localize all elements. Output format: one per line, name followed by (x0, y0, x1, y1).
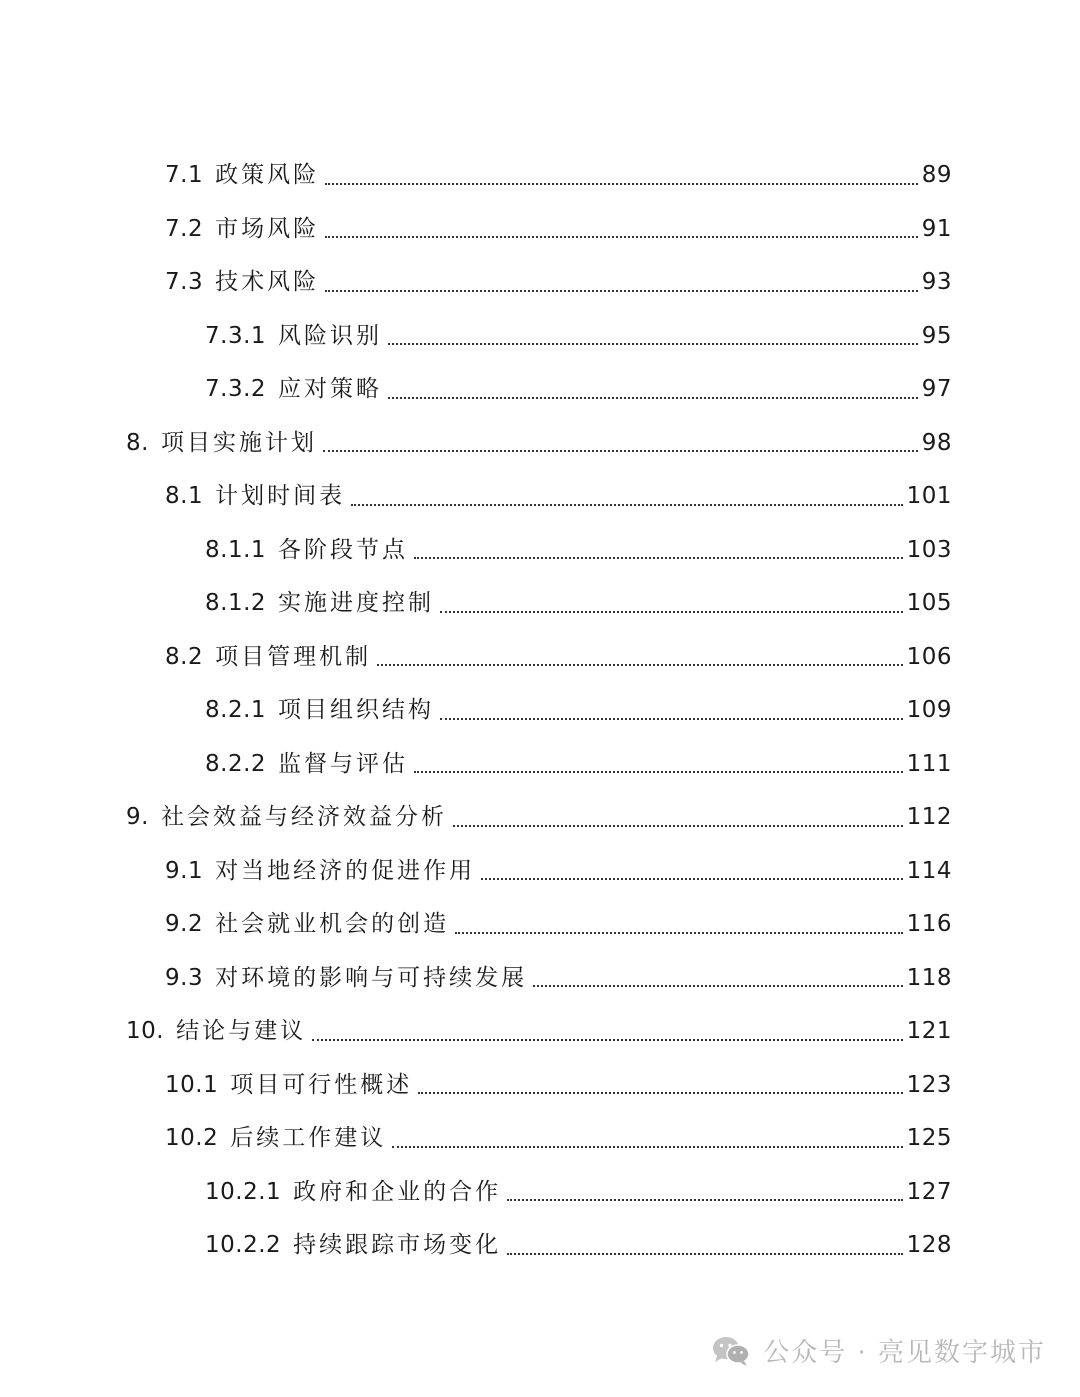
toc-entry-page: 93 (921, 269, 952, 296)
toc-entry[interactable] (0, 203, 1080, 257)
toc-entry-page: 103 (906, 536, 952, 563)
toc-entry[interactable] (0, 417, 1080, 471)
wechat-watermark (711, 1332, 1046, 1369)
toc-dot-leader (440, 718, 903, 720)
toc-entry-title: 市场风险 (215, 215, 320, 242)
toc-entry[interactable] (0, 363, 1080, 417)
toc-dot-leader (414, 557, 903, 559)
toc-entry-title: 政府和企业的合作 (293, 1178, 502, 1205)
toc-entry-title: 后续工作建议 (230, 1125, 387, 1152)
toc-entry-number: 9. (126, 804, 149, 831)
toc-entry-title: 应对策略 (278, 376, 383, 403)
toc-entry-title: 项目实施计划 (160, 429, 317, 456)
toc-entry-title: 社会就业机会的创造 (215, 911, 450, 938)
toc-entry-page: 116 (906, 911, 952, 938)
toc-entry-number: 8.2 (165, 643, 204, 670)
toc-entry-number: 7.3 (165, 269, 204, 296)
toc-entry-page: 128 (906, 1232, 952, 1259)
toc-entry-page: 123 (906, 1071, 952, 1098)
toc-entry[interactable] (0, 845, 1080, 899)
toc-entry[interactable] (0, 684, 1080, 738)
toc-entry-number: 7.3.2 (205, 376, 267, 403)
toc-dot-leader (325, 290, 918, 292)
toc-entry[interactable] (0, 1112, 1080, 1166)
toc-entry-title: 风险识别 (278, 322, 383, 349)
toc-entry-page: 97 (921, 376, 952, 403)
toc-entry-title: 持续跟踪市场变化 (293, 1232, 502, 1259)
toc-entry-number: 8.2.2 (205, 750, 267, 777)
toc-dot-leader (507, 1199, 902, 1201)
toc-entry-number: 10. (126, 1018, 165, 1045)
toc-entry-number: 7.3.1 (205, 322, 267, 349)
toc-dot-leader (453, 825, 903, 827)
toc-entry-page: 109 (906, 697, 952, 724)
toc-dot-leader (392, 1146, 902, 1148)
toc-entry-title: 项目可行性概述 (230, 1071, 413, 1098)
toc-dot-leader (377, 664, 903, 666)
toc-dot-leader (388, 397, 918, 399)
toc-dot-leader (533, 985, 903, 987)
toc-entry-title: 政策风险 (215, 162, 320, 189)
toc-entry-number: 10.2.1 (205, 1178, 282, 1205)
toc-entry[interactable] (0, 1219, 1080, 1273)
toc-dot-leader (481, 878, 903, 880)
toc-entry-number: 9.1 (165, 857, 204, 884)
toc-entry-number: 8. (126, 429, 149, 456)
toc-entry-number: 7.2 (165, 215, 204, 242)
toc-dot-leader (414, 771, 903, 773)
toc-entry-number: 8.2.1 (205, 697, 267, 724)
toc-entry-number: 8.1.2 (205, 590, 267, 617)
toc-dot-leader (455, 932, 903, 934)
toc-entry-number: 9.3 (165, 964, 204, 991)
toc-entry[interactable] (0, 1059, 1080, 1113)
toc-entry-page: 112 (906, 804, 952, 831)
wechat-icon (711, 1335, 751, 1367)
toc-entry-title: 结论与建议 (176, 1018, 307, 1045)
toc-entry-title: 各阶段节点 (278, 536, 409, 563)
toc-entry[interactable] (0, 952, 1080, 1006)
toc-dot-leader (388, 343, 918, 345)
toc-entry-page: 89 (921, 162, 952, 189)
toc-dot-leader (351, 504, 903, 506)
toc-entry-title: 技术风险 (215, 269, 320, 296)
toc-entry-number: 9.2 (165, 911, 204, 938)
toc-entry-number: 10.2 (165, 1125, 219, 1152)
toc-entry-page: 105 (906, 590, 952, 617)
toc-dot-leader (325, 236, 918, 238)
toc-entry[interactable] (0, 791, 1080, 845)
toc-entry[interactable] (0, 1166, 1080, 1220)
toc-entry-number: 10.2.2 (205, 1232, 282, 1259)
toc-entry-title: 实施进度控制 (278, 590, 435, 617)
toc-entry-page: 98 (921, 429, 952, 456)
toc-entry-page: 91 (921, 215, 952, 242)
toc-entry-title: 项目管理机制 (215, 643, 372, 670)
watermark-text: 公众号 · 亮见数字城市 (763, 1338, 1046, 1368)
toc-entry-page: 106 (906, 643, 952, 670)
toc-entry-number: 8.1.1 (205, 536, 267, 563)
toc-dot-leader (325, 183, 918, 185)
toc-entry-page: 114 (906, 857, 952, 884)
toc-entry-page: 121 (906, 1018, 952, 1045)
toc-entry[interactable] (0, 738, 1080, 792)
toc-entry-page: 95 (921, 322, 952, 349)
toc-entry[interactable] (0, 631, 1080, 685)
toc-entry-number: 8.1 (165, 483, 204, 510)
toc-entry[interactable] (0, 577, 1080, 631)
toc-entry[interactable] (0, 256, 1080, 310)
toc-entry[interactable] (0, 524, 1080, 578)
toc-entry-page: 118 (906, 964, 952, 991)
table-of-contents (0, 149, 1080, 1273)
toc-entry[interactable] (0, 149, 1080, 203)
toc-entry-title: 对环境的影响与可持续发展 (215, 964, 528, 991)
toc-entry-title: 项目组织结构 (278, 697, 435, 724)
toc-entry[interactable] (0, 470, 1080, 524)
toc-entry-title: 社会效益与经济效益分析 (160, 804, 447, 831)
toc-dot-leader (418, 1092, 902, 1094)
toc-dot-leader (440, 611, 903, 613)
toc-entry-title: 对当地经济的促进作用 (215, 857, 476, 884)
toc-entry[interactable] (0, 310, 1080, 364)
toc-dot-leader (312, 1039, 903, 1041)
toc-entry-title: 监督与评估 (278, 750, 409, 777)
toc-dot-leader (507, 1253, 902, 1255)
toc-dot-leader (323, 450, 918, 452)
toc-entry-page: 125 (906, 1125, 952, 1152)
toc-entry-number: 10.1 (165, 1071, 219, 1098)
toc-entry-page: 127 (906, 1178, 952, 1205)
toc-entry-title: 计划时间表 (215, 483, 346, 510)
toc-entry[interactable] (0, 1005, 1080, 1059)
toc-entry-number: 7.1 (165, 162, 204, 189)
toc-entry-page: 111 (906, 750, 952, 777)
toc-entry[interactable] (0, 898, 1080, 952)
toc-entry-page: 101 (906, 483, 952, 510)
